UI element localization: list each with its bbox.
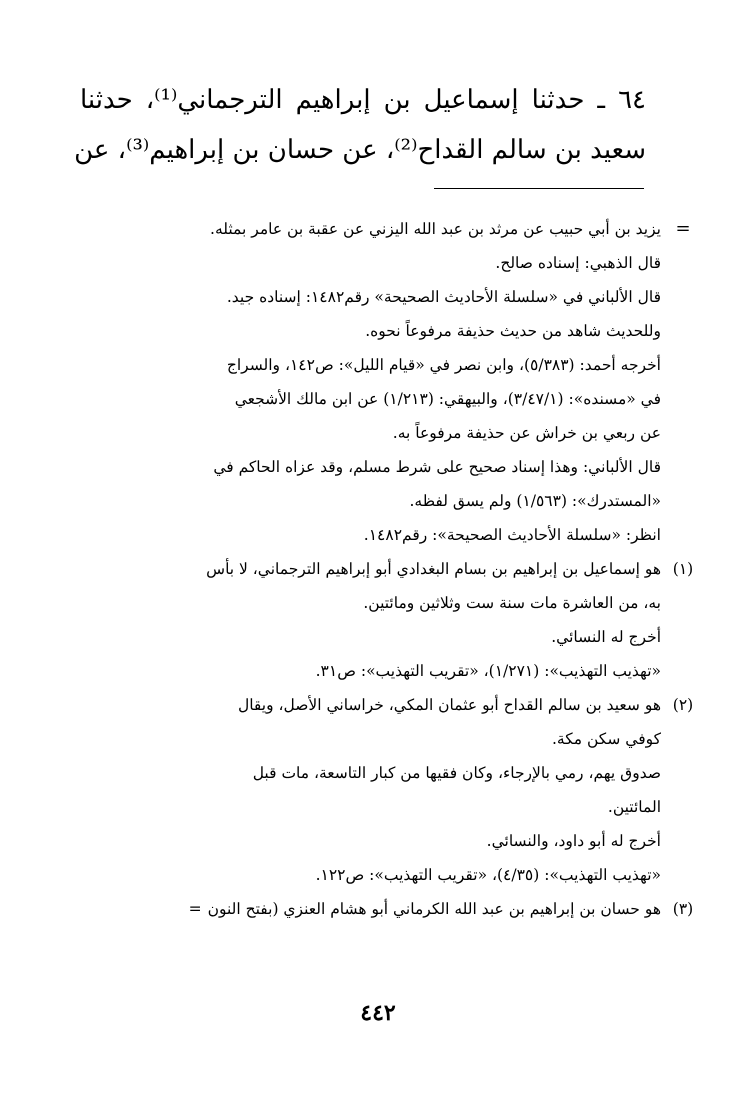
footnote-line: «المستدرك»: (١/٥٦٣) ولم يسق لفظه. <box>409 492 661 510</box>
footnote-line: هو إسماعيل بن إبراهيم بن بسام البغدادي أبو إبراهيم الترجماني، لا بأس <box>206 560 661 578</box>
footnote-line: كوفي سكن مكة. <box>551 730 661 748</box>
footnote-line: قال الألباني في «سلسلة الأحاديث الصحيحة» رقم١٤٨٢: إسناده جيد. <box>226 288 661 306</box>
footnote-marker: (٢) <box>672 696 694 714</box>
footnote-separator <box>434 188 644 189</box>
footnote-line: قال الألباني: وهذا إسناد صحيح على شرط مسلم، وقد عزاه الحاكم في <box>213 458 661 476</box>
main-line-2: سعيد بن سالم القداح⁽²⁾، عن حسان بن إبراهيم⁽³⁾، عن <box>74 135 646 165</box>
footnote-line: في «مسنده»: (٣/٤٧/١)، والبيهقي: (١/٢١٣) عن ابن مالك الأشجعي <box>234 390 661 408</box>
footnotes-area <box>70 212 694 926</box>
continuation-marker: = <box>188 900 202 918</box>
footnote-line: «تهذيب التهذيب»: (١/٢٧١)، «تقريب التهذيب»: ص٣١. <box>315 662 661 680</box>
footnote-line: يزيد بن أبي حبيب عن مرثد بن عبد الله اليزني عن عقبة بن عامر بمثله. <box>210 220 661 238</box>
footnote-3 <box>70 892 694 926</box>
footnote-line: انظر: «سلسلة الأحاديث الصحيحة»: رقم١٤٨٢. <box>363 526 661 544</box>
footnote-1 <box>70 552 694 688</box>
footnote-2 <box>70 688 694 892</box>
footnote-line: أخرج له أبو داود، والنسائي. <box>486 832 661 850</box>
continued-footnote <box>70 212 691 552</box>
footnote-line: وللحديث شاهد من حديث حذيفة مرفوعاً نحوه. <box>365 322 661 340</box>
continuation-marker: = <box>675 218 691 239</box>
footnote-line: عن ربعي بن خراش عن حذيفة مرفوعاً به. <box>392 424 661 442</box>
footnote-line: «تهذيب التهذيب»: (٤/٣٥)، «تقريب التهذيب»: ص١٢٢. <box>315 866 661 884</box>
footnote-line: أخرجه أحمد: (٥/٣٨٣)، وابن نصر في «قيام الليل»: ص١٤٢، والسراج <box>226 356 661 374</box>
main-line-1: ٦٤ ـ حدثنا إسماعيل بن إبراهيم الترجماني⁽¹⁾، حدثنا <box>80 85 647 115</box>
footnote-line: قال الذهبي: إسناده صالح. <box>495 254 661 272</box>
footnote-marker: (١) <box>672 560 694 578</box>
footnote-line: صدوق يهم، رمي بالإرجاء، وكان فقيها من كبار التاسعة، مات قبل <box>252 764 661 782</box>
footnote-line: به، من العاشرة مات سنة ست وثلاثين ومائتين. <box>363 594 661 612</box>
footnote-line: هو سعيد بن سالم القداح أبو عثمان المكي، خراساني الأصل، ويقال <box>237 696 661 714</box>
footnote-marker: (٣) <box>672 900 694 918</box>
footnote-line: المائتين. <box>607 798 661 816</box>
footnote-line-text: هو حسان بن إبراهيم بن عبد الله الكرماني أبو هشام العنزي (بفتح النون <box>207 900 661 918</box>
main-text <box>74 75 647 175</box>
footnote-line <box>70 892 661 926</box>
page-number: ٤٤٢ <box>360 1000 396 1026</box>
footnote-line: أخرج له النسائي. <box>551 628 661 646</box>
